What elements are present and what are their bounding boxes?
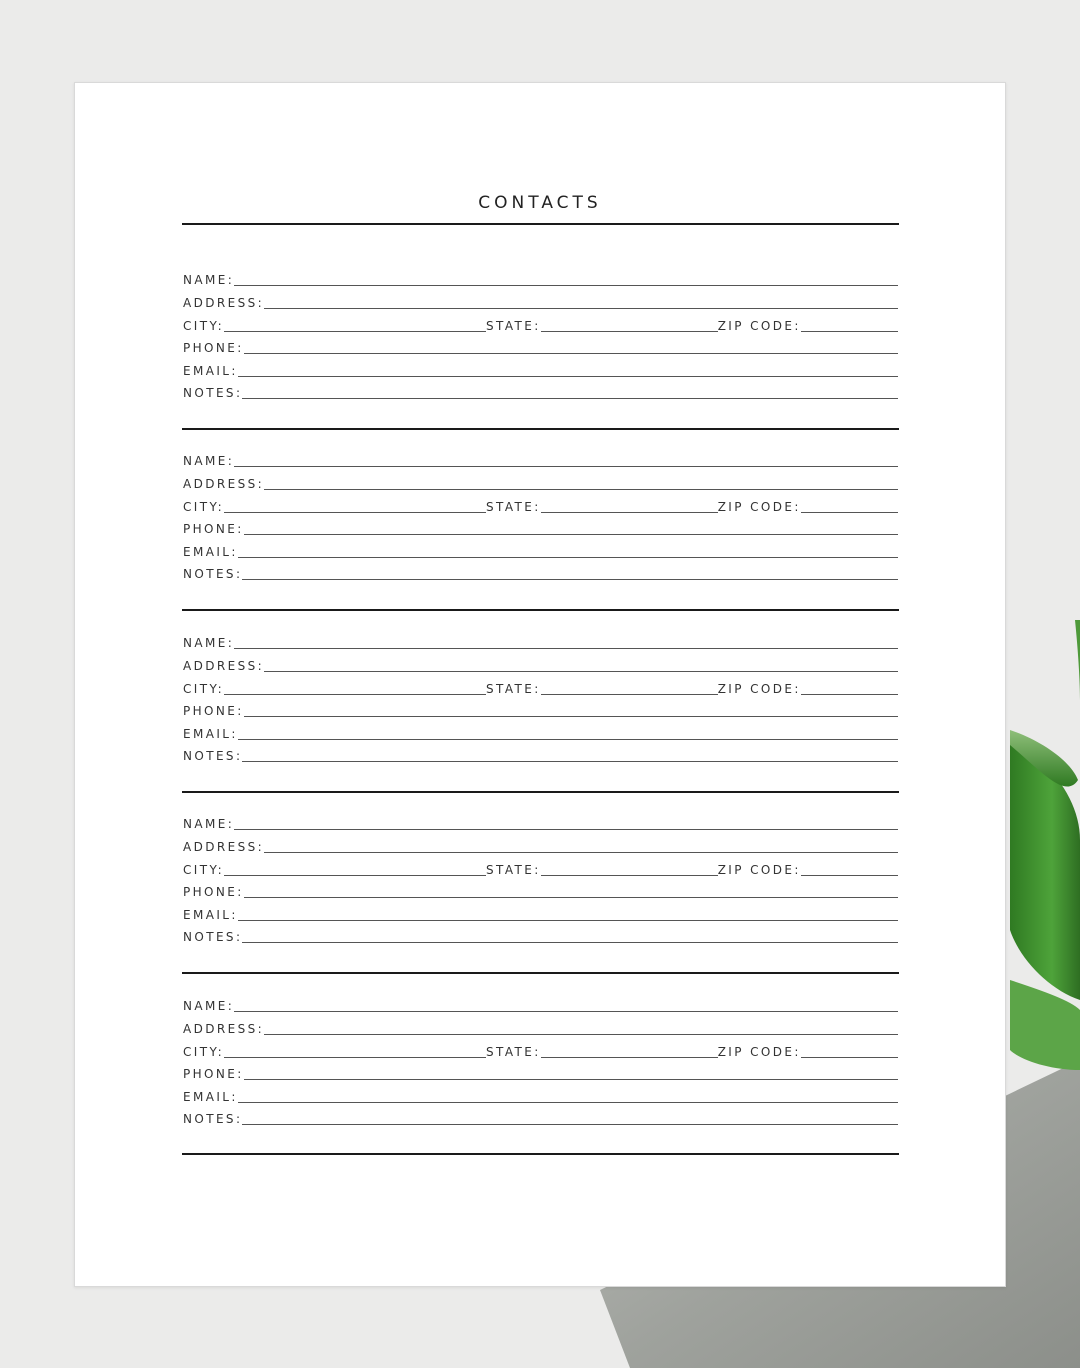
city-label: CITY:	[183, 500, 225, 514]
city-state-zip-row	[183, 496, 898, 514]
address-field[interactable]	[264, 1034, 898, 1035]
name-row	[183, 632, 898, 650]
state-label: STATE:	[486, 1045, 541, 1059]
address-label: ADDRESS:	[183, 1022, 265, 1036]
name-field[interactable]	[234, 1011, 898, 1012]
notes-label: NOTES:	[183, 1112, 243, 1126]
phone-label: PHONE:	[183, 522, 244, 536]
state-field[interactable]	[541, 331, 718, 332]
state-field[interactable]	[541, 512, 718, 513]
name-row	[183, 813, 898, 831]
zip-label: ZIP CODE:	[717, 863, 801, 877]
notes-row	[183, 926, 898, 944]
name-row	[183, 995, 898, 1013]
zip-label: ZIP CODE:	[717, 500, 801, 514]
city-field[interactable]	[224, 331, 486, 332]
city-field[interactable]	[224, 1057, 486, 1058]
city-field[interactable]	[224, 512, 486, 513]
state-field[interactable]	[541, 875, 718, 876]
notes-label: NOTES:	[183, 749, 243, 763]
phone-label: PHONE:	[183, 885, 244, 899]
city-state-zip-row	[183, 1041, 898, 1059]
phone-label: PHONE:	[183, 341, 244, 355]
zip-field[interactable]	[801, 875, 898, 876]
email-field[interactable]	[238, 1102, 898, 1103]
title-rule	[182, 223, 899, 225]
notes-row	[183, 1108, 898, 1126]
email-label: EMAIL:	[183, 364, 238, 378]
notes-row	[183, 382, 898, 400]
city-field[interactable]	[224, 875, 486, 876]
notes-row	[183, 563, 898, 581]
email-field[interactable]	[238, 739, 898, 740]
address-row	[183, 655, 898, 673]
zip-field[interactable]	[801, 1057, 898, 1058]
zip-label: ZIP CODE:	[717, 1045, 801, 1059]
address-row	[183, 473, 898, 491]
address-row	[183, 292, 898, 310]
state-field[interactable]	[541, 1057, 718, 1058]
name-row	[183, 450, 898, 468]
phone-field[interactable]	[244, 534, 898, 535]
email-row	[183, 904, 898, 922]
city-state-zip-row	[183, 859, 898, 877]
section-divider	[182, 609, 899, 611]
phone-label: PHONE:	[183, 1067, 244, 1081]
city-label: CITY:	[183, 319, 225, 333]
zip-field[interactable]	[801, 331, 898, 332]
name-field[interactable]	[234, 648, 898, 649]
phone-row	[183, 881, 898, 899]
city-state-zip-row	[183, 678, 898, 696]
phone-field[interactable]	[244, 1079, 898, 1080]
email-row	[183, 723, 898, 741]
email-field[interactable]	[238, 557, 898, 558]
notes-label: NOTES:	[183, 930, 243, 944]
notes-field[interactable]	[242, 1124, 898, 1125]
address-label: ADDRESS:	[183, 296, 265, 310]
section-divider	[182, 972, 899, 974]
state-label: STATE:	[486, 500, 541, 514]
city-label: CITY:	[183, 1045, 225, 1059]
notes-field[interactable]	[242, 579, 898, 580]
phone-field[interactable]	[244, 897, 898, 898]
address-label: ADDRESS:	[183, 840, 265, 854]
email-label: EMAIL:	[183, 1090, 238, 1104]
address-field[interactable]	[264, 489, 898, 490]
phone-row	[183, 337, 898, 355]
zip-label: ZIP CODE:	[717, 319, 801, 333]
zip-field[interactable]	[801, 694, 898, 695]
section-divider	[182, 791, 899, 793]
name-field[interactable]	[234, 829, 898, 830]
section-divider	[182, 1153, 899, 1155]
phone-row	[183, 518, 898, 536]
notes-field[interactable]	[242, 398, 898, 399]
phone-row	[183, 1063, 898, 1081]
name-field[interactable]	[234, 466, 898, 467]
address-field[interactable]	[264, 852, 898, 853]
name-label: NAME:	[183, 817, 235, 831]
email-row	[183, 541, 898, 559]
phone-field[interactable]	[244, 353, 898, 354]
email-row	[183, 360, 898, 378]
city-label: CITY:	[183, 682, 225, 696]
email-label: EMAIL:	[183, 727, 238, 741]
address-row	[183, 836, 898, 854]
address-label: ADDRESS:	[183, 659, 265, 673]
name-label: NAME:	[183, 454, 235, 468]
email-field[interactable]	[238, 920, 898, 921]
city-field[interactable]	[224, 694, 486, 695]
email-label: EMAIL:	[183, 908, 238, 922]
address-field[interactable]	[264, 308, 898, 309]
zip-label: ZIP CODE:	[717, 682, 801, 696]
name-field[interactable]	[234, 285, 898, 286]
notes-label: NOTES:	[183, 386, 243, 400]
page-title: CONTACTS	[478, 193, 602, 213]
notes-row	[183, 745, 898, 763]
address-row	[183, 1018, 898, 1036]
phone-field[interactable]	[244, 716, 898, 717]
address-field[interactable]	[264, 671, 898, 672]
city-label: CITY:	[183, 863, 225, 877]
name-label: NAME:	[183, 273, 235, 287]
notes-field[interactable]	[242, 761, 898, 762]
name-label: NAME:	[183, 999, 235, 1013]
name-label: NAME:	[183, 636, 235, 650]
section-divider	[182, 428, 899, 430]
state-label: STATE:	[486, 682, 541, 696]
notes-field[interactable]	[242, 942, 898, 943]
state-label: STATE:	[486, 319, 541, 333]
notes-label: NOTES:	[183, 567, 243, 581]
email-row	[183, 1086, 898, 1104]
phone-row	[183, 700, 898, 718]
state-field[interactable]	[541, 694, 718, 695]
state-label: STATE:	[486, 863, 541, 877]
address-label: ADDRESS:	[183, 477, 265, 491]
name-row	[183, 269, 898, 287]
contacts-sheet	[74, 82, 1006, 1287]
phone-label: PHONE:	[183, 704, 244, 718]
city-state-zip-row	[183, 315, 898, 333]
zip-field[interactable]	[801, 512, 898, 513]
email-field[interactable]	[238, 376, 898, 377]
email-label: EMAIL:	[183, 545, 238, 559]
